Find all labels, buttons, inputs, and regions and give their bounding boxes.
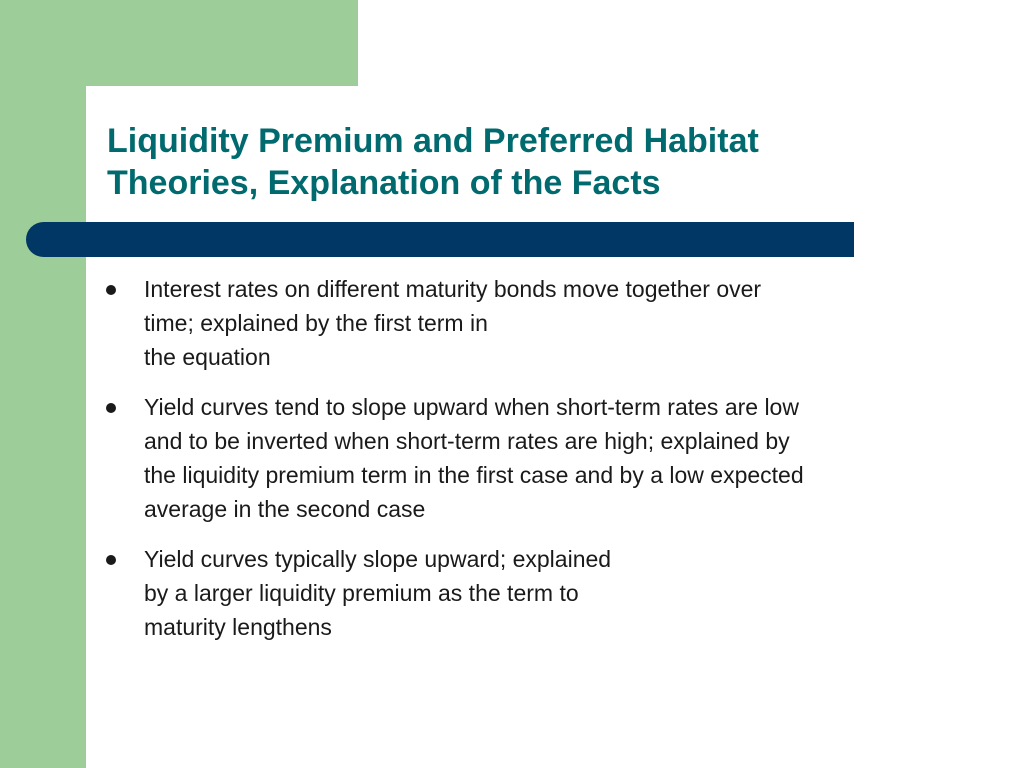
- bullet-dot-icon: [106, 403, 116, 413]
- bullet-item-1: [102, 272, 982, 374]
- bullet-line: Interest rates on different maturity bonds move together over: [144, 276, 762, 302]
- bullet-line: the equation: [144, 344, 271, 370]
- bullet-dot-icon: [106, 285, 116, 295]
- bullet-line: and to be inverted when short-term rates are high; explained by: [144, 428, 790, 454]
- bullet-line: average in the second case: [144, 496, 426, 522]
- title-line: Liquidity Premium and Preferred Habitat: [107, 122, 759, 160]
- title-divider-bar: [26, 222, 854, 257]
- bullet-line: Yield curves tend to slope upward when short-term rates are low: [144, 394, 799, 420]
- bullet-line: by a larger liquidity premium as the term to: [144, 580, 579, 606]
- bullet-line: maturity lengthens: [144, 614, 332, 640]
- bullet-list: [102, 272, 982, 660]
- bullet-line: time; explained by the first term in: [144, 310, 488, 336]
- bullet-line: the liquidity premium term in the first case and by a low expected: [144, 462, 804, 488]
- bullet-line: Yield curves typically slope upward; explained: [144, 546, 612, 572]
- slide-title: [107, 120, 967, 204]
- green-side-band: [0, 0, 86, 768]
- bullet-dot-icon: [106, 555, 116, 565]
- title-line: Theories, Explanation of the Facts: [107, 164, 661, 202]
- bullet-item-3: [102, 542, 982, 644]
- bullet-item-2: [102, 390, 982, 526]
- green-top-band: [0, 0, 358, 86]
